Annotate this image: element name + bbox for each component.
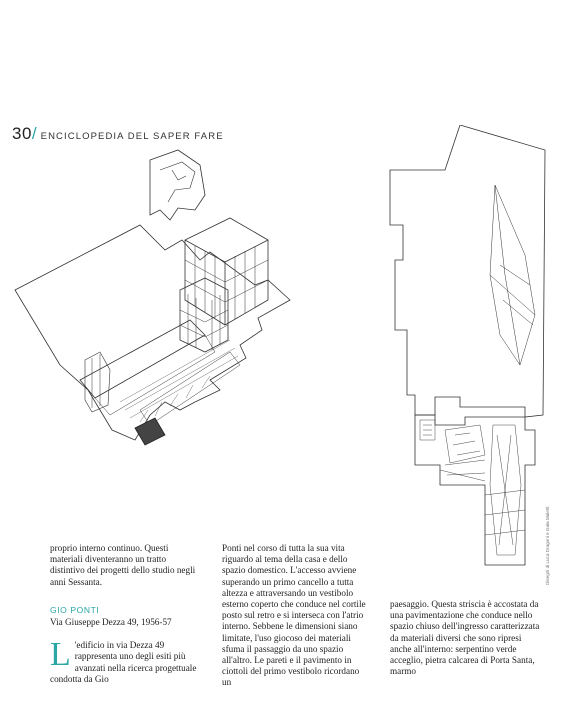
floor-plan-drawing: [385, 125, 550, 575]
column1-body: [50, 636, 200, 685]
text-column-3: [390, 599, 540, 677]
project-title: GIO PONTI: [50, 604, 100, 615]
running-title: ENCICLOPEDIA DEL SAPER FARE: [40, 131, 224, 142]
drop-cap: L: [50, 636, 71, 674]
page-slash: /: [31, 124, 37, 143]
page-number: 30: [12, 124, 32, 143]
axonometric-drawing: [0, 140, 330, 470]
column1-intro: proprio interno continuo. Questi materiali diventeranno un tratto distintivo dei progetti dello studio negli anni Sessanta.: [50, 543, 196, 587]
column3-body: paesaggio. Questa striscia è accostata da una pavimentazione che conduce nello spazio chiuso dell'ingresso caratterizzata da materiali diversi che sono ripresi anche all'interno: serpentino verde acceglio, pietra calcarea di Porta Santa, marmo: [390, 599, 540, 677]
column1-body-text: 'edificio in via Dezza 49 rappresenta uno degli esiti più avanzati nella ricerca progettuale condotta da Gio: [50, 640, 197, 684]
drawing-credit: Disegni di Luca Dragoni e Gaia Maletti: [545, 506, 550, 585]
text-column-1: [50, 543, 200, 685]
project-address: Via Giuseppe Dezza 49, 1956-57: [50, 617, 172, 628]
text-column-2: [222, 543, 370, 689]
column2-body: Ponti nel corso di tutta la sua vita riguardo al tema della casa e dello spazio domestico. L'accesso avviene superando un primo cancello a tutta altezza e attraversando un vestibolo esterno coperto che conduce nel cortile posto sul retro e si interseca con l'atrio interno. Sebbene le dimensioni siano limitate, l'uso giocoso dei materiali sfuma il passaggio da uno spazio all'altro. Le pareti e il pavimento in ciottoli del primo vestibolo ricordano un: [222, 543, 366, 688]
